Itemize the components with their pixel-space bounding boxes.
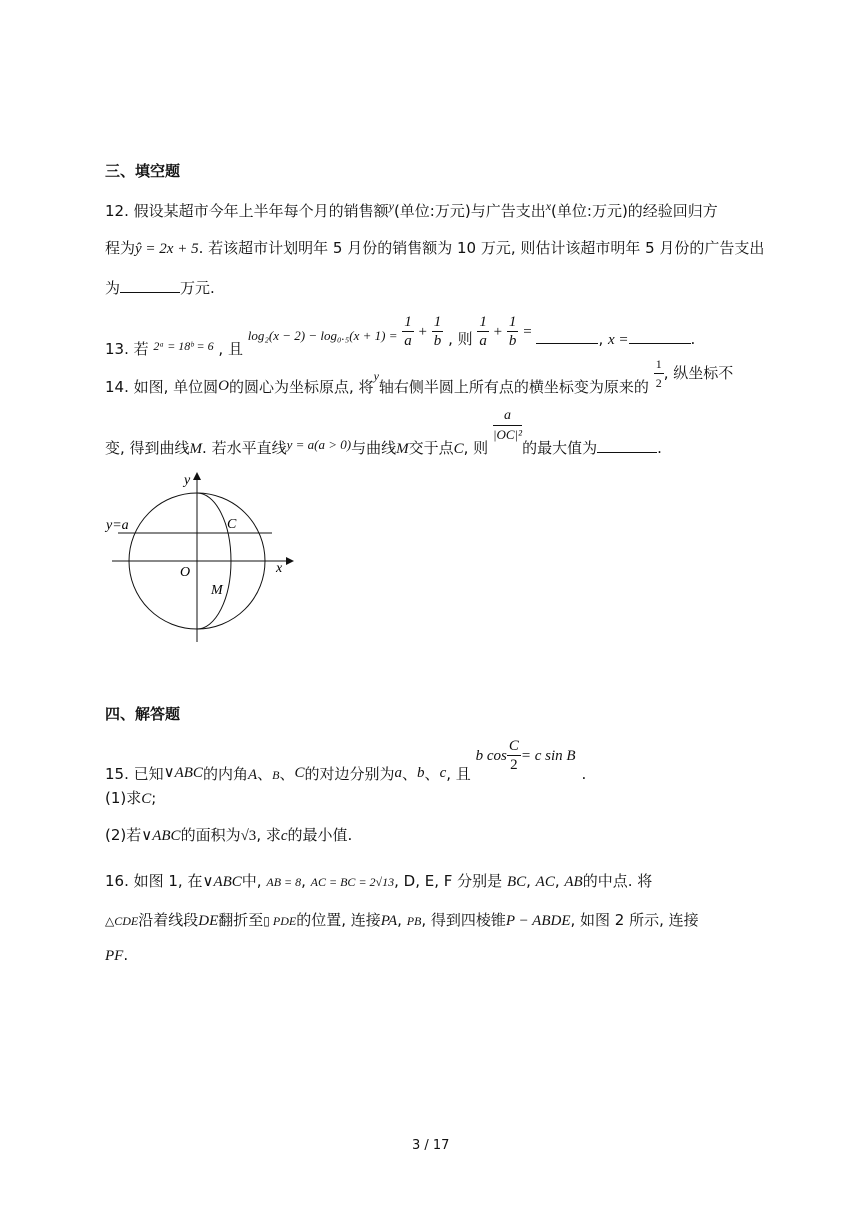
page-number: 3 / 17 (412, 1138, 450, 1153)
q14-frac-half: $\frac{1}{2}$ (655, 357, 662, 390)
answer-blank (120, 280, 180, 293)
label-m: M (211, 583, 223, 598)
section-title-fill-in: 三、填空题 (105, 162, 181, 180)
q13-frac-1-over-b-2: $\frac{1}{b}$ (508, 314, 517, 349)
label-x: x (276, 561, 283, 576)
q14-line2: 变, 得到曲线M. 若水平直线y = a(a > 0)与曲线M交于点C, 则 $\frac{a}{\text{|OC|²}}$ 的最大值为 . (105, 408, 662, 457)
q16-line3: PF. (105, 946, 129, 964)
x-axis-arrow-icon (286, 557, 294, 565)
q12-line3: 为 万元. (105, 279, 215, 297)
q14-line-equation: y = a(a > 0) (286, 437, 352, 452)
q12-line2: 程为ŷ = 2x + 5. 若该超市计划明年 5 月份的销售额为 10 万元, 则估计该超市明年 5 月份的广告支出 (105, 239, 765, 257)
q15-part1: (1)求C; (105, 789, 157, 807)
q13-line: 13. 若 $_{2ᵃ = 18ᵇ = 6}$ , 且 log₂(x − 2) − log₀.₅(x + 1) = $\frac{1}{a}$ + $\frac{1}{b}$ , 则 $\frac{1}{a}$ + $\frac{1}{b}$ = , x = . (105, 314, 696, 358)
q12-line1: 12. 假设某超市今年上半年每个月的销售额$^y$(单位:万元)与广告支出$^x$(单位:万元)的经验回归方 (105, 199, 718, 220)
y-axis-arrow-icon (193, 472, 201, 480)
label-y-equals-a: y=a (106, 518, 129, 533)
q15-frac-c-over-2: $\frac{C}{2}$ (508, 738, 519, 773)
q15-part2: (2)若∨ABC的面积为√3, 求c的最小值. (105, 826, 353, 844)
q15-line1: 15. 已知∨ABC的内角A、$_B$、C的对边分别为a、b、c, 且 b cos $\frac{C}{2}$ = c sin B. (105, 738, 587, 783)
answer-blank (597, 440, 657, 453)
q13-frac-1-over-a: $\frac{1}{a}$ (404, 314, 412, 349)
q16-line1: 16. 如图 1, 在∨ABC中, AB = 8, AC = BC = 2√13, D, E, F 分别是 BC, AC, AB的中点. 将 (105, 872, 653, 890)
q14-frac-a-over-oc: $\frac{a}{\text{|OC|²}}$ (492, 408, 523, 442)
label-y: y (184, 473, 191, 488)
q13-log-equation: log₂(x − 2) − log₀.₅(x + 1) = (247, 328, 398, 343)
unit-circle-figure (100, 466, 300, 646)
label-c: C (227, 517, 237, 532)
q13-condition: 2ᵃ = 18ᵇ = 6 (153, 339, 214, 353)
answer-blank (629, 331, 691, 344)
q16-line2: △CDE沿着线段DE翻折至▯ PDE的位置, 连接PA, PB, 得到四棱锥P − ABDE, 如图 2 所示, 连接 (105, 911, 699, 929)
label-o: O (180, 565, 191, 580)
section-title-answers: 四、解答题 (105, 705, 181, 723)
answer-blank (536, 331, 598, 344)
q13-frac-1-over-b: $\frac{1}{b}$ (433, 314, 442, 349)
q14-line1: 14. 如图, 单位圆O的圆心为坐标原点, 将$^y$轴右侧半圆上所有点的横坐标变为原来的 $\frac{1}{2}$ , 纵坐标不 (105, 357, 734, 396)
q13-frac-1-over-a-2: $\frac{1}{a}$ (479, 314, 487, 349)
q12-regression-equation: ŷ = 2x + 5 (135, 241, 199, 257)
